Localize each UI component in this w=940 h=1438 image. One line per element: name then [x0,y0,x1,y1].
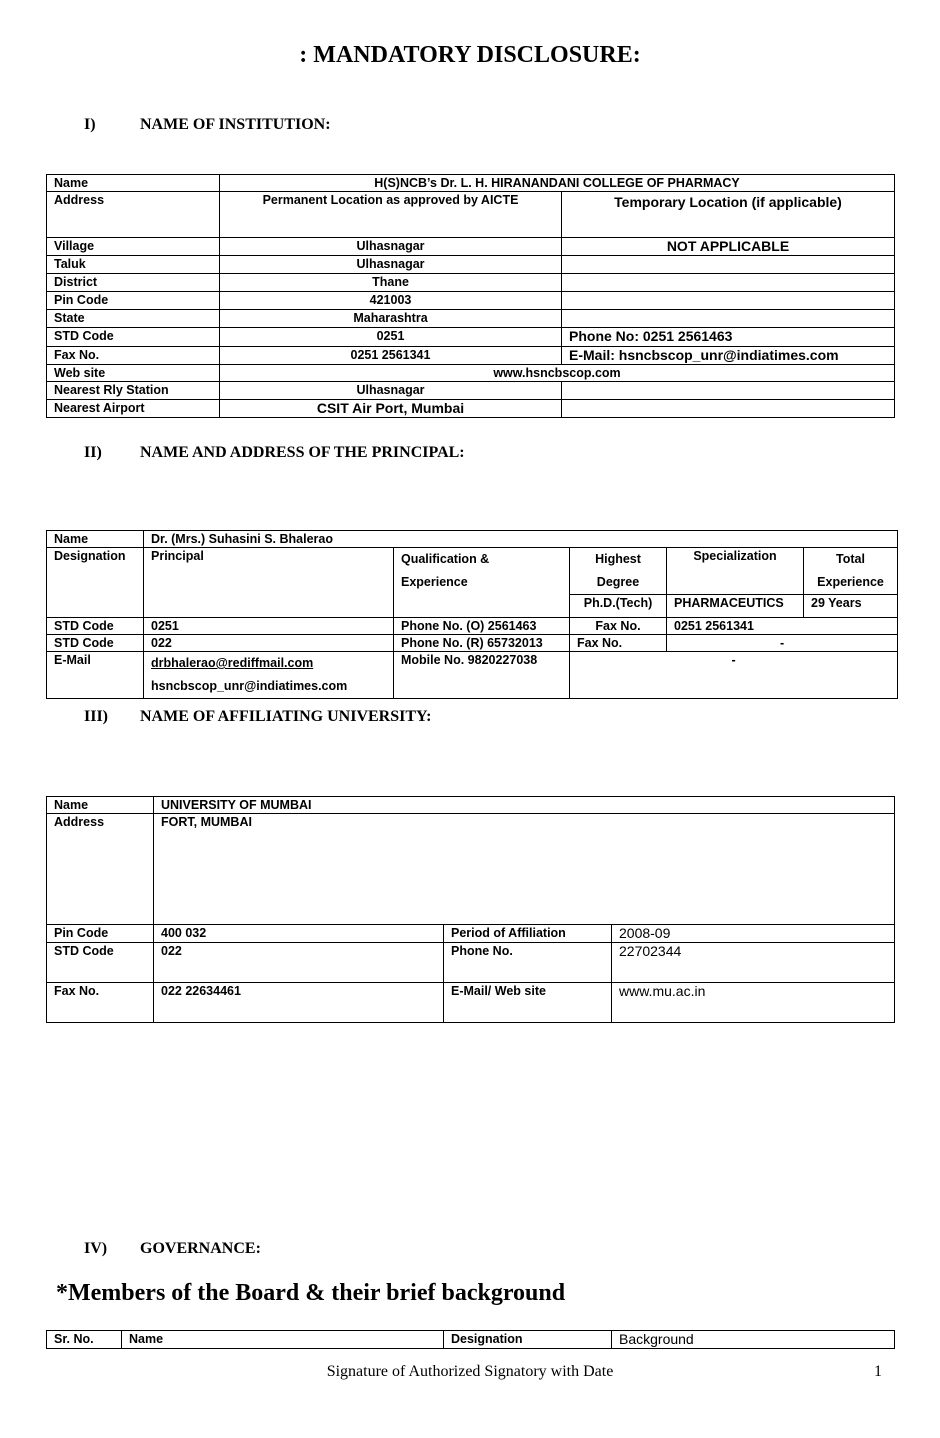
label-address: Address [47,192,220,238]
section-number: II) [84,444,102,461]
specialization-value: PHARMACEUTICS [667,595,804,618]
email-link[interactable]: drbhalerao@rediffmail.com [151,656,314,670]
experience-value: 29 Years [804,595,898,618]
label-pin: Pin Code [47,925,154,943]
airport-value: CSIT Air Port, Mumbai [220,400,562,418]
label-district: District [47,274,220,292]
taluk-value: Ulhasnagar [220,256,562,274]
std-value: 0251 [220,328,562,347]
university-name: UNIVERSITY OF MUMBAI [154,797,895,814]
section-heading-governance [84,1240,484,1260]
label-fax: Fax No. [570,635,667,652]
fax-value: 0251 2561341 [220,347,562,365]
permanent-location-heading: Permanent Location as approved by AICTE [220,192,562,238]
header-name: Name [122,1331,444,1349]
qualification-line2: Experience [401,575,468,589]
label-fax: Fax No. [47,347,220,365]
label-std: STD Code [47,943,154,983]
principal-name: Dr. (Mrs.) Suhasini S. Bhalerao [144,531,898,548]
state-value: Maharashtra [220,310,562,328]
section-number: I) [84,116,96,133]
empty-cell [562,382,895,400]
std-value: 0251 [144,618,394,635]
label-email: E-Mail [47,652,144,699]
email-secondary: hsncbscop_unr@indiatimes.com [151,679,348,693]
section-heading-university [84,708,584,728]
fax-value: 022 22634461 [154,983,444,1023]
section-number: III) [84,708,109,725]
phone-office: Phone No. (O) 2561463 [394,618,570,635]
section-label: NAME AND ADDRESS OF THE PRINCIPAL: [140,444,465,461]
phone-residence: Phone No. (R) 65732013 [394,635,570,652]
section-heading-institution [84,116,484,136]
pin-value: 421003 [220,292,562,310]
mobile-dash: - [570,652,898,699]
qualification-heading [394,548,570,618]
std-value: 022 [154,943,444,983]
total-line2: Experience [817,575,884,589]
empty-cell [562,310,895,328]
section-heading-principal [84,444,584,464]
header-designation: Designation [444,1331,612,1349]
web-value: www.mu.ac.in [612,983,895,1023]
page-number: 1 [874,1363,882,1380]
university-address: FORT, MUMBAI [154,814,895,925]
label-fax: Fax No. [47,983,154,1023]
header-background: Background [612,1331,895,1349]
highest-line2: Degree [596,575,640,589]
rly-value: Ulhasnagar [220,382,562,400]
label-period: Period of Affiliation [444,925,612,943]
total-line1: Total [836,552,865,566]
label-std: STD Code [47,328,220,347]
label-fax: Fax No. [570,618,667,635]
std-value: 022 [144,635,394,652]
label-std: STD Code [47,618,144,635]
institution-name: H(S)NCB’s Dr. L. H. HIRANANDANI COLLEGE OF PHARMACY [220,175,895,192]
board-table [46,1330,895,1349]
highest-degree-heading [570,548,667,595]
label-std: STD Code [47,635,144,652]
empty-cell [562,274,895,292]
website-value: www.hsncbscop.com [220,365,895,382]
label-rly: Nearest Rly Station [47,382,220,400]
board-title: *Members of the Board & their brief background [56,1280,566,1306]
district-value: Thane [220,274,562,292]
mobile-number: Mobile No. 9820227038 [394,652,570,699]
label-state: State [47,310,220,328]
qualification-line1: Qualification & [401,552,490,566]
not-applicable: NOT APPLICABLE [562,238,895,256]
label-taluk: Taluk [47,256,220,274]
fax-value: 0251 2561341 [667,618,898,635]
temporary-location-heading: Temporary Location (if applicable) [562,192,895,238]
specialization-heading: Specialization [667,548,804,595]
phone-value: 22702344 [612,943,895,983]
empty-cell [562,400,895,418]
university-table [46,796,895,1023]
village-value: Ulhasnagar [220,238,562,256]
section-label: NAME OF AFFILIATING UNIVERSITY: [140,708,432,725]
label-phone: Phone No. [444,943,612,983]
signature-footer: Signature of Authorized Signatory with Date [326,1363,614,1380]
label-address: Address [47,814,154,925]
label-name: Name [47,531,144,548]
email-text: E-Mail: hsncbscop_unr@indiatimes.com [562,347,895,365]
empty-cell [562,292,895,310]
label-pin: Pin Code [47,292,220,310]
label-web: E-Mail/ Web site [444,983,612,1023]
degree-value: Ph.D.(Tech) [570,595,667,618]
section-label: GOVERNANCE: [140,1240,261,1257]
fax-value: - [667,635,898,652]
label-designation: Designation [47,548,144,618]
email-values [144,652,394,699]
empty-cell [562,256,895,274]
pin-value: 400 032 [154,925,444,943]
principal-table [46,530,898,699]
institution-table [46,174,895,418]
section-number: IV) [84,1240,108,1257]
label-name: Name [47,175,220,192]
designation-value: Principal [144,548,394,618]
section-label: NAME OF INSTITUTION: [140,116,331,133]
label-name: Name [47,797,154,814]
label-village: Village [47,238,220,256]
label-website: Web site [47,365,220,382]
phone-text: Phone No: 0251 2561463 [562,328,895,347]
label-airport: Nearest Airport [47,400,220,418]
total-experience-heading [804,548,898,595]
period-value: 2008-09 [612,925,895,943]
header-sr-no: Sr. No. [47,1331,122,1349]
highest-line1: Highest [595,552,641,566]
page-title: : MANDATORY DISCLOSURE: [299,42,641,68]
